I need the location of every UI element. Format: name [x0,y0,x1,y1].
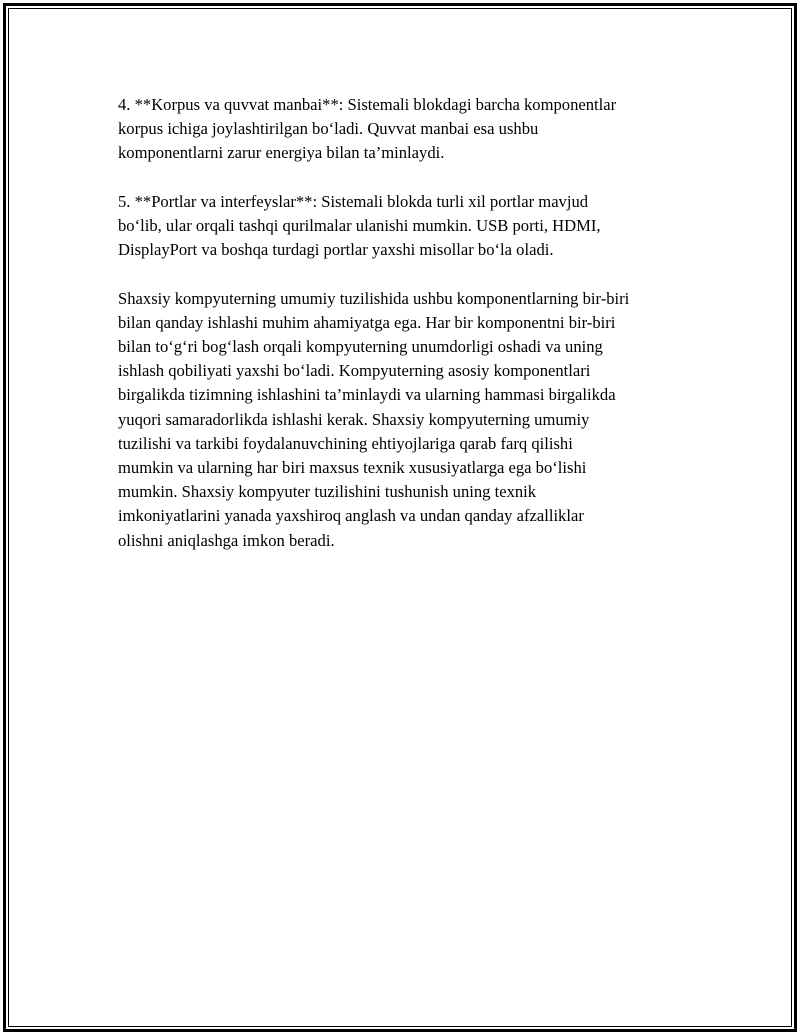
text-line: imkoniyatlarini yanada yaxshiroq anglash va undan qanday afzalliklar [118,506,584,526]
text-line: 5. **Portlar va interfeyslar**: Sistemali blokda turli xil portlar mavjud [118,191,589,211]
text-line: yuqori samaradorlikda ishlashi kerak. Shaxsiy kompyuterning umumiy [118,409,590,429]
text-line: bilan qanday ishlashi muhim ahamiyatga ega. Har bir komponentni bir-biri [118,312,616,332]
paragraph-item-5 [118,190,698,263]
text-line: 4. **Korpus va quvvat manbai**: Sistemali blokdagi barcha komponentlar [118,95,617,114]
paragraph-item-4 [118,93,698,166]
text-line: korpus ichiga joylashtirilgan bo‘ladi. Quvvat manbai esa ushbu [118,119,539,139]
text-line: bo‘lib, ular orqali tashqi qurilmalar ulanishi mumkin. USB porti, HDMI, [118,216,601,235]
text-line: birgalikda tizimning ishlashini ta’minlaydi va ularning hammasi birgalikda [118,385,616,405]
paragraph-summary [118,287,698,553]
text-line: DisplayPort va boshqa turdagi portlar yaxshi misollar bo‘la oladi. [118,240,554,260]
text-line: mumkin va ularning har biri maxsus texnik xususiyatlarga ega bo‘lishi [118,458,587,478]
text-line: ishlash qobiliyati yaxshi bo‘ladi. Kompyuterning asosiy komponentlari [118,361,591,381]
text-line: mumkin. Shaxsiy kompyuter tuzilishini tushunish uning texnik [118,482,537,502]
text-line: olishni aniqlashga imkon beradi. [118,530,335,550]
document-body [118,93,698,577]
text-line: komponentlarni zarur energiya bilan ta’minlaydi. [118,143,445,163]
text-line: tuzilishi va tarkibi foydalanuvchining ehtiyojlariga qarab farq qilishi [118,433,573,453]
text-line: bilan to‘g‘ri bog‘lash orqali kompyuterning unumdorligi oshadi va uning [118,337,603,356]
text-line: Shaxsiy kompyuterning umumiy tuzilishida ushbu komponentlarning bir-biri [118,288,630,308]
